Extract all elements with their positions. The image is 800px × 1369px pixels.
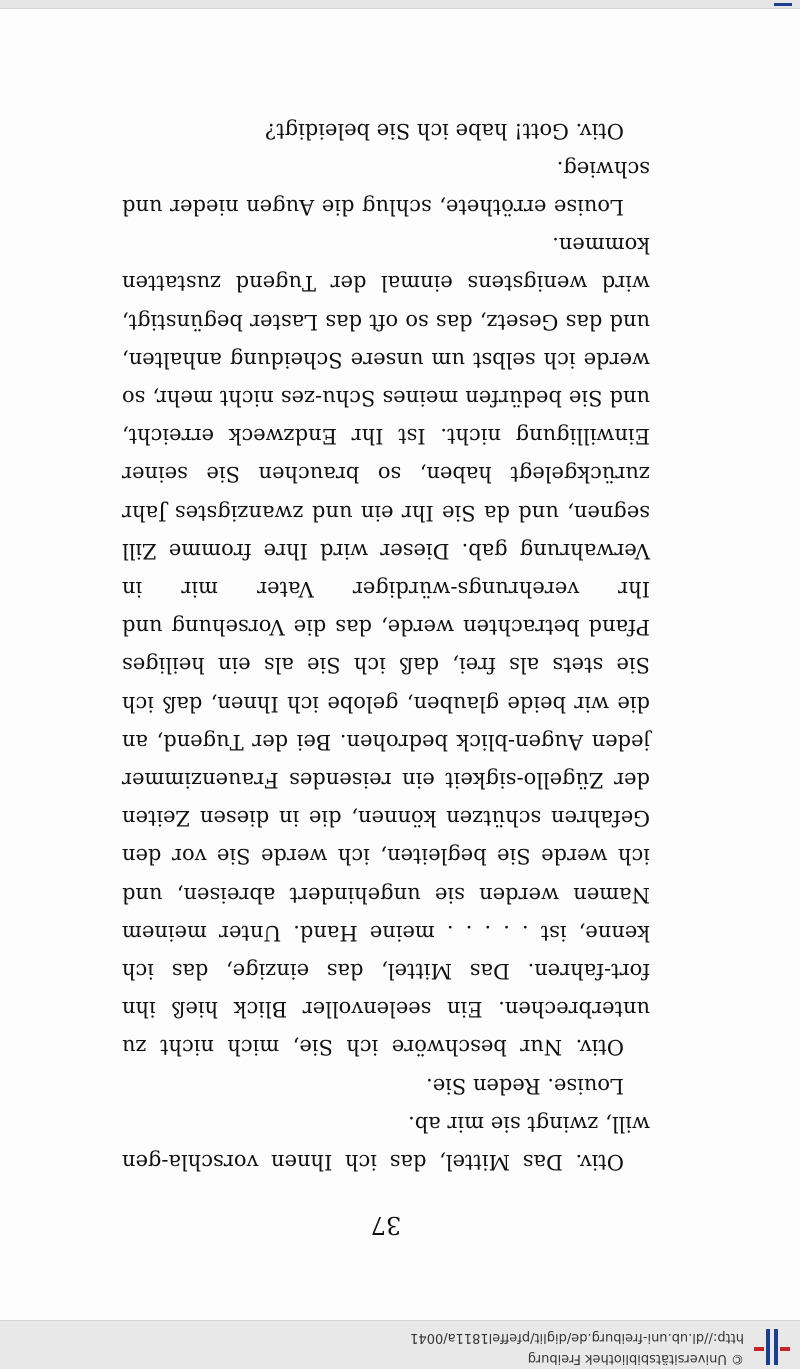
- page-text: [122, 111, 650, 1181]
- page-number: 37: [370, 1211, 402, 1239]
- viewer-footer: [0, 0, 800, 9]
- footer-marker: [774, 3, 792, 6]
- viewer-header: [0, 1320, 800, 1369]
- paragraph: Louise. Reden Sie.: [426, 1073, 624, 1098]
- paragraph: Otiv. Nur beschwöre ich Sie, mich nicht zu unterbrechen. Ein seelenvoller Blick hieß ihn fort-fahren. Das Mittel, das einzige, das ich kenne, ist . . . . . meine Hand. Unter meinem Namen werden sie ungehindert abreisen, und ich werde Sie begleiten, ich werde Sie vor den Gefahren schützen können, die in diesen Zeiten der Zügello-sigkeit ein reisendes Frauenzimmer jeden Augen-blick bedrohen. Bei der Tugend, an die wir beide glauben, gelobe ich Ihnen, daß ich Sie stets als frei, daß ich Sie als ein heiliges Pfand betrachten werde, das die Vorsehung und Ihr verehrungs-würdiger Vater mir in Verwahrung gab. Dieser wird Ihre fromme Zill segnen, und da Sie Ihr ein und zwanzigstes Jahr zurückgelegt haben, so brauchen Sie seiner Einwilligung nicht. Ist Ihr Endzweck erreicht, und Sie bedürfen meines Schu-zes nicht mehr, so werde ich selbst um unsere Scheidung anhalten, und das Gesetz, das so oft das Laster begünstigt, wird wenigstens einmal der Tugend zustatten kommen.: [122, 233, 650, 1060]
- copyright-credit: © Universitätsbibliothek Freiburg: [527, 1351, 744, 1366]
- paragraph: Louise erröthete, schlug die Augen nieder und schwieg.: [122, 156, 650, 219]
- paragraph: Otiv. Gott! habe ich Sie beleidigt?: [264, 118, 624, 143]
- paragraph: Otiv. Das Mittel, das ich Ihnen vorschla-gen will, zwingt sie mir ab.: [122, 1111, 650, 1174]
- ub-freiburg-logo-icon[interactable]: [754, 1329, 794, 1365]
- scanned-page: [122, 111, 650, 1239]
- page-url-link[interactable]: http://dl.ub.uni-freiburg.de/diglit/pfeffel1811a/0041: [410, 1330, 744, 1345]
